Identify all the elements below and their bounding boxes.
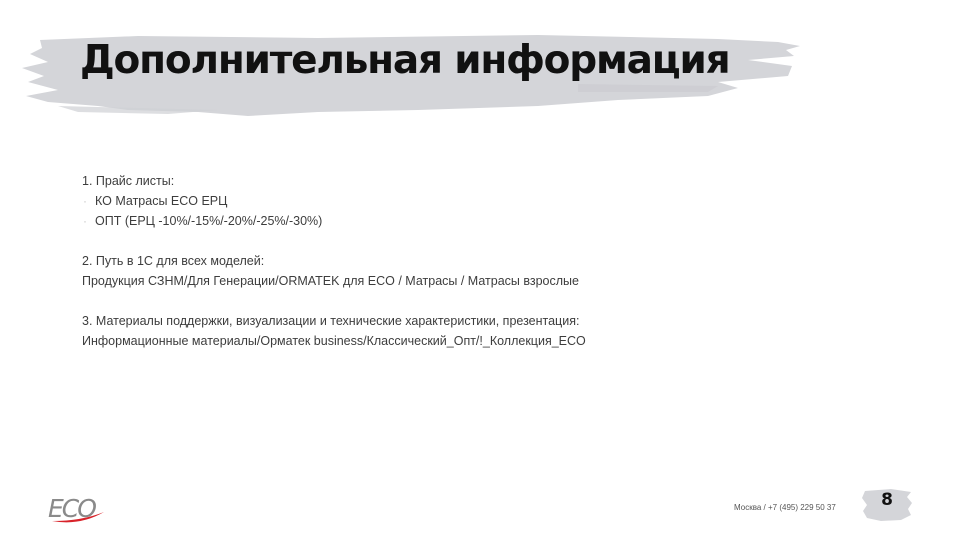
footer-contact: Москва / +7 (495) 229 50 37	[734, 503, 836, 512]
price-list-item	[82, 211, 702, 231]
price-list-item-text: КО Матрасы ECO ЕРЦ	[95, 194, 228, 208]
bullet-dot-icon: ·	[83, 194, 87, 208]
page-number: 8	[881, 490, 893, 510]
section-3-text: Информационные материалы/Орматек business/Классический_Опт/!_Коллекция_ECO	[82, 334, 586, 348]
price-list-item	[82, 191, 702, 211]
page-title: Дополнительная информация	[80, 38, 730, 83]
eco-logo	[46, 490, 108, 526]
price-list-item-text: ОПТ (ЕРЦ -10%/-15%/-20%/-25%/-30%)	[95, 214, 323, 228]
logo-text: ECO	[48, 494, 95, 523]
section-1-heading: 1. Прайс листы:	[82, 174, 175, 188]
bullet-dot-icon: ·	[83, 214, 87, 228]
section-2-heading: 2. Путь в 1С для всех моделей:	[82, 254, 265, 268]
section-2-text: Продукция СЗНМ/Для Генерации/ORMATEK для ECO / Матрасы / Матрасы взрослые	[82, 274, 579, 288]
content-body	[82, 171, 702, 351]
section-3-heading: 3. Материалы поддержки, визуализации и технические характеристики, презентация:	[82, 314, 580, 328]
